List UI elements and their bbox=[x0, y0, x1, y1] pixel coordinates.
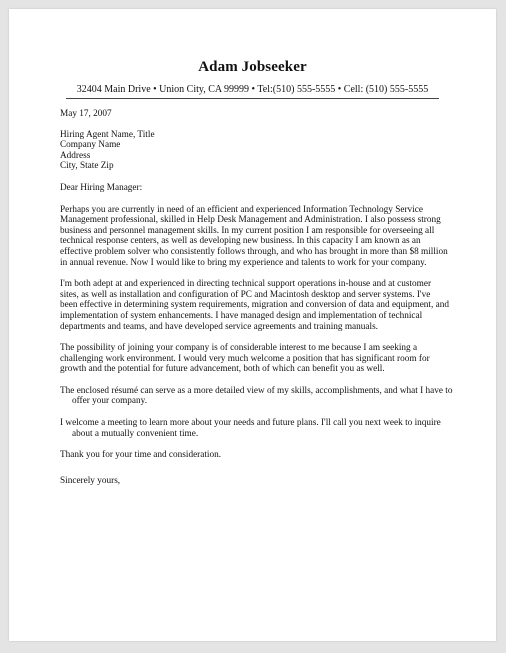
recipient-block bbox=[60, 130, 460, 172]
text-line: technical response centers, as well as developing new business. In this capacity I am known as an bbox=[60, 236, 421, 247]
recipient-line: City, State Zip bbox=[60, 161, 114, 172]
text-line: Management professional, skilled in Help Desk Management and Administration. I also possess strong bbox=[60, 215, 441, 226]
closing: Sincerely yours, bbox=[60, 475, 121, 486]
paragraph-6: Thank you for your time and consideration. bbox=[60, 450, 222, 461]
recipient-line: Hiring Agent Name, Title bbox=[60, 129, 155, 140]
text-line: implementation of system enhancements. I have managed design and implementation of technical bbox=[60, 310, 423, 321]
text-line: sites, as well as installation and configuration of PC and Macintosh desktop and server systems. I've bbox=[60, 289, 431, 300]
text-line: business and personnel management skills. In my current position I am responsible for overseeing all bbox=[60, 225, 435, 236]
paragraph-1 bbox=[60, 205, 460, 269]
paragraph-5 bbox=[60, 418, 460, 439]
recipient-line: Address bbox=[60, 150, 91, 161]
text-line: in annual revenue. Now I would like to bring my experience and talents to work for your company. bbox=[60, 257, 427, 268]
letter-date: May 17, 2007 bbox=[60, 109, 112, 119]
text-line: I welcome a meeting to learn more about your needs and future plans. I'll call you next week to inquire bbox=[60, 418, 441, 429]
text-line: about a mutually convenient time. bbox=[72, 428, 199, 439]
text-line: I'm both adept at and experienced in directing technical support operations in-house and at customer bbox=[60, 279, 432, 290]
text-line: growth and the potential for future advancement, both of which can benefit you as well. bbox=[60, 364, 385, 375]
paragraph-2 bbox=[60, 279, 460, 332]
text-line: The possibility of joining your company is of considerable interest to me because I am seeking a bbox=[60, 343, 418, 354]
paragraph-3 bbox=[60, 343, 460, 375]
text-line: offer your company. bbox=[72, 396, 148, 407]
text-line: The enclosed résumé can serve as a more detailed view of my skills, accomplishments, and what I have to bbox=[60, 385, 453, 396]
paragraph-4 bbox=[60, 386, 460, 407]
text-line: departments and teams, and have developed service agreements and training manuals. bbox=[60, 321, 378, 332]
recipient-line: Company Name bbox=[60, 140, 121, 151]
letter-body bbox=[60, 109, 460, 486]
sender-contact: 32404 Main Drive • Union City, CA 99999 • Tel:(510) 555-5555 • Cell: (510) 555-5555 bbox=[76, 84, 429, 95]
text-line: effective problem solver who consistently follows through, and who has brought in more than $8 million bbox=[60, 246, 448, 257]
sender-name: Adam Jobseeker bbox=[198, 59, 307, 75]
header-divider bbox=[66, 98, 439, 99]
text-line: been effective in determining system requirements, migration and conversion of data and equipment, and bbox=[60, 300, 449, 311]
text-line: Perhaps you are currently in need of an efficient and experienced Information Technology Service bbox=[60, 204, 423, 215]
text-line: challenging work environment. I would very much welcome a position that has significant room for bbox=[60, 353, 430, 364]
salutation: Dear Hiring Manager: bbox=[60, 182, 143, 193]
